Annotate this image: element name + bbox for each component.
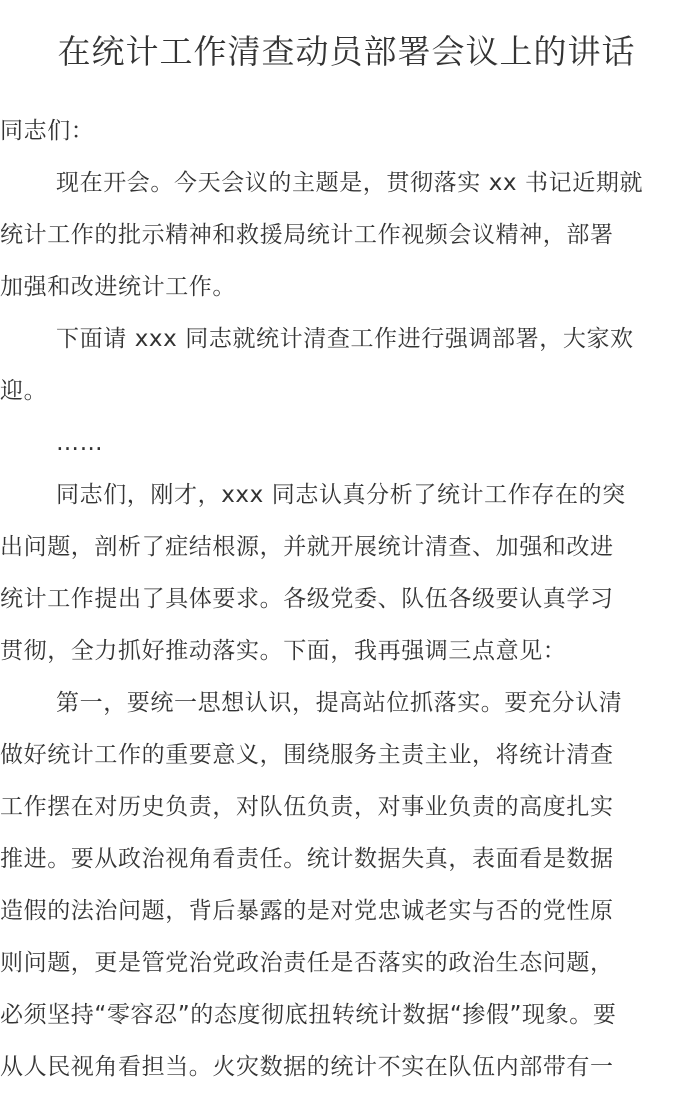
text-line: 同志们：	[0, 118, 95, 144]
text-line: 工作摆在对历史负责，对队伍负责，对事业负责的高度扎实	[0, 794, 614, 820]
text-line: 推进。要从政治视角看责任。统计数据失真，表面看是数据	[0, 846, 614, 872]
document-body	[0, 105, 693, 1093]
text-line: 贯彻，全力抓好推动落实。下面，我再强调三点意见：	[0, 638, 567, 664]
text-line: 统计工作提出了具体要求。各级党委、队伍各级要认真学习	[0, 586, 614, 612]
text-line: 造假的法治问题，背后暴露的是对党忠诚老实与否的党性原	[0, 898, 614, 924]
text-line: 加强和改进统计工作。	[0, 274, 236, 300]
text-line: 下面请 xxx 同志就统计清查工作进行强调部署，大家欢	[56, 326, 634, 352]
text-line: 则问题，更是管党治党政治责任是否落实的政治生态问题，	[0, 950, 614, 976]
text-line: 第一，要统一思想认识，提高站位抓落实。要充分认清	[56, 690, 623, 716]
document-title: 在统计工作清查动员部署会议上的讲话	[57, 32, 636, 71]
text-line: 必须坚持“零容忍”的态度彻底扭转统计数据“掺假”现象。要	[0, 1002, 617, 1028]
text-line: 从人民视角看担当。火灾数据的统计不实在队伍内部带有一	[0, 1054, 614, 1080]
text-line: ……	[56, 430, 104, 456]
text-line: 统计工作的批示精神和救援局统计工作视频会议精神，部署	[0, 222, 614, 248]
text-line: 现在开会。今天会议的主题是，贯彻落实 xx 书记近期就	[56, 170, 644, 196]
text-line: 做好统计工作的重要意义，围绕服务主责主业，将统计清查	[0, 742, 614, 768]
text-line: 迎。	[0, 378, 48, 404]
text-line: 同志们，刚才，xxx 同志认真分析了统计工作存在的突	[56, 482, 626, 508]
text-line: 出问题，剖析了症结根源，并就开展统计清查、加强和改进	[0, 534, 614, 560]
